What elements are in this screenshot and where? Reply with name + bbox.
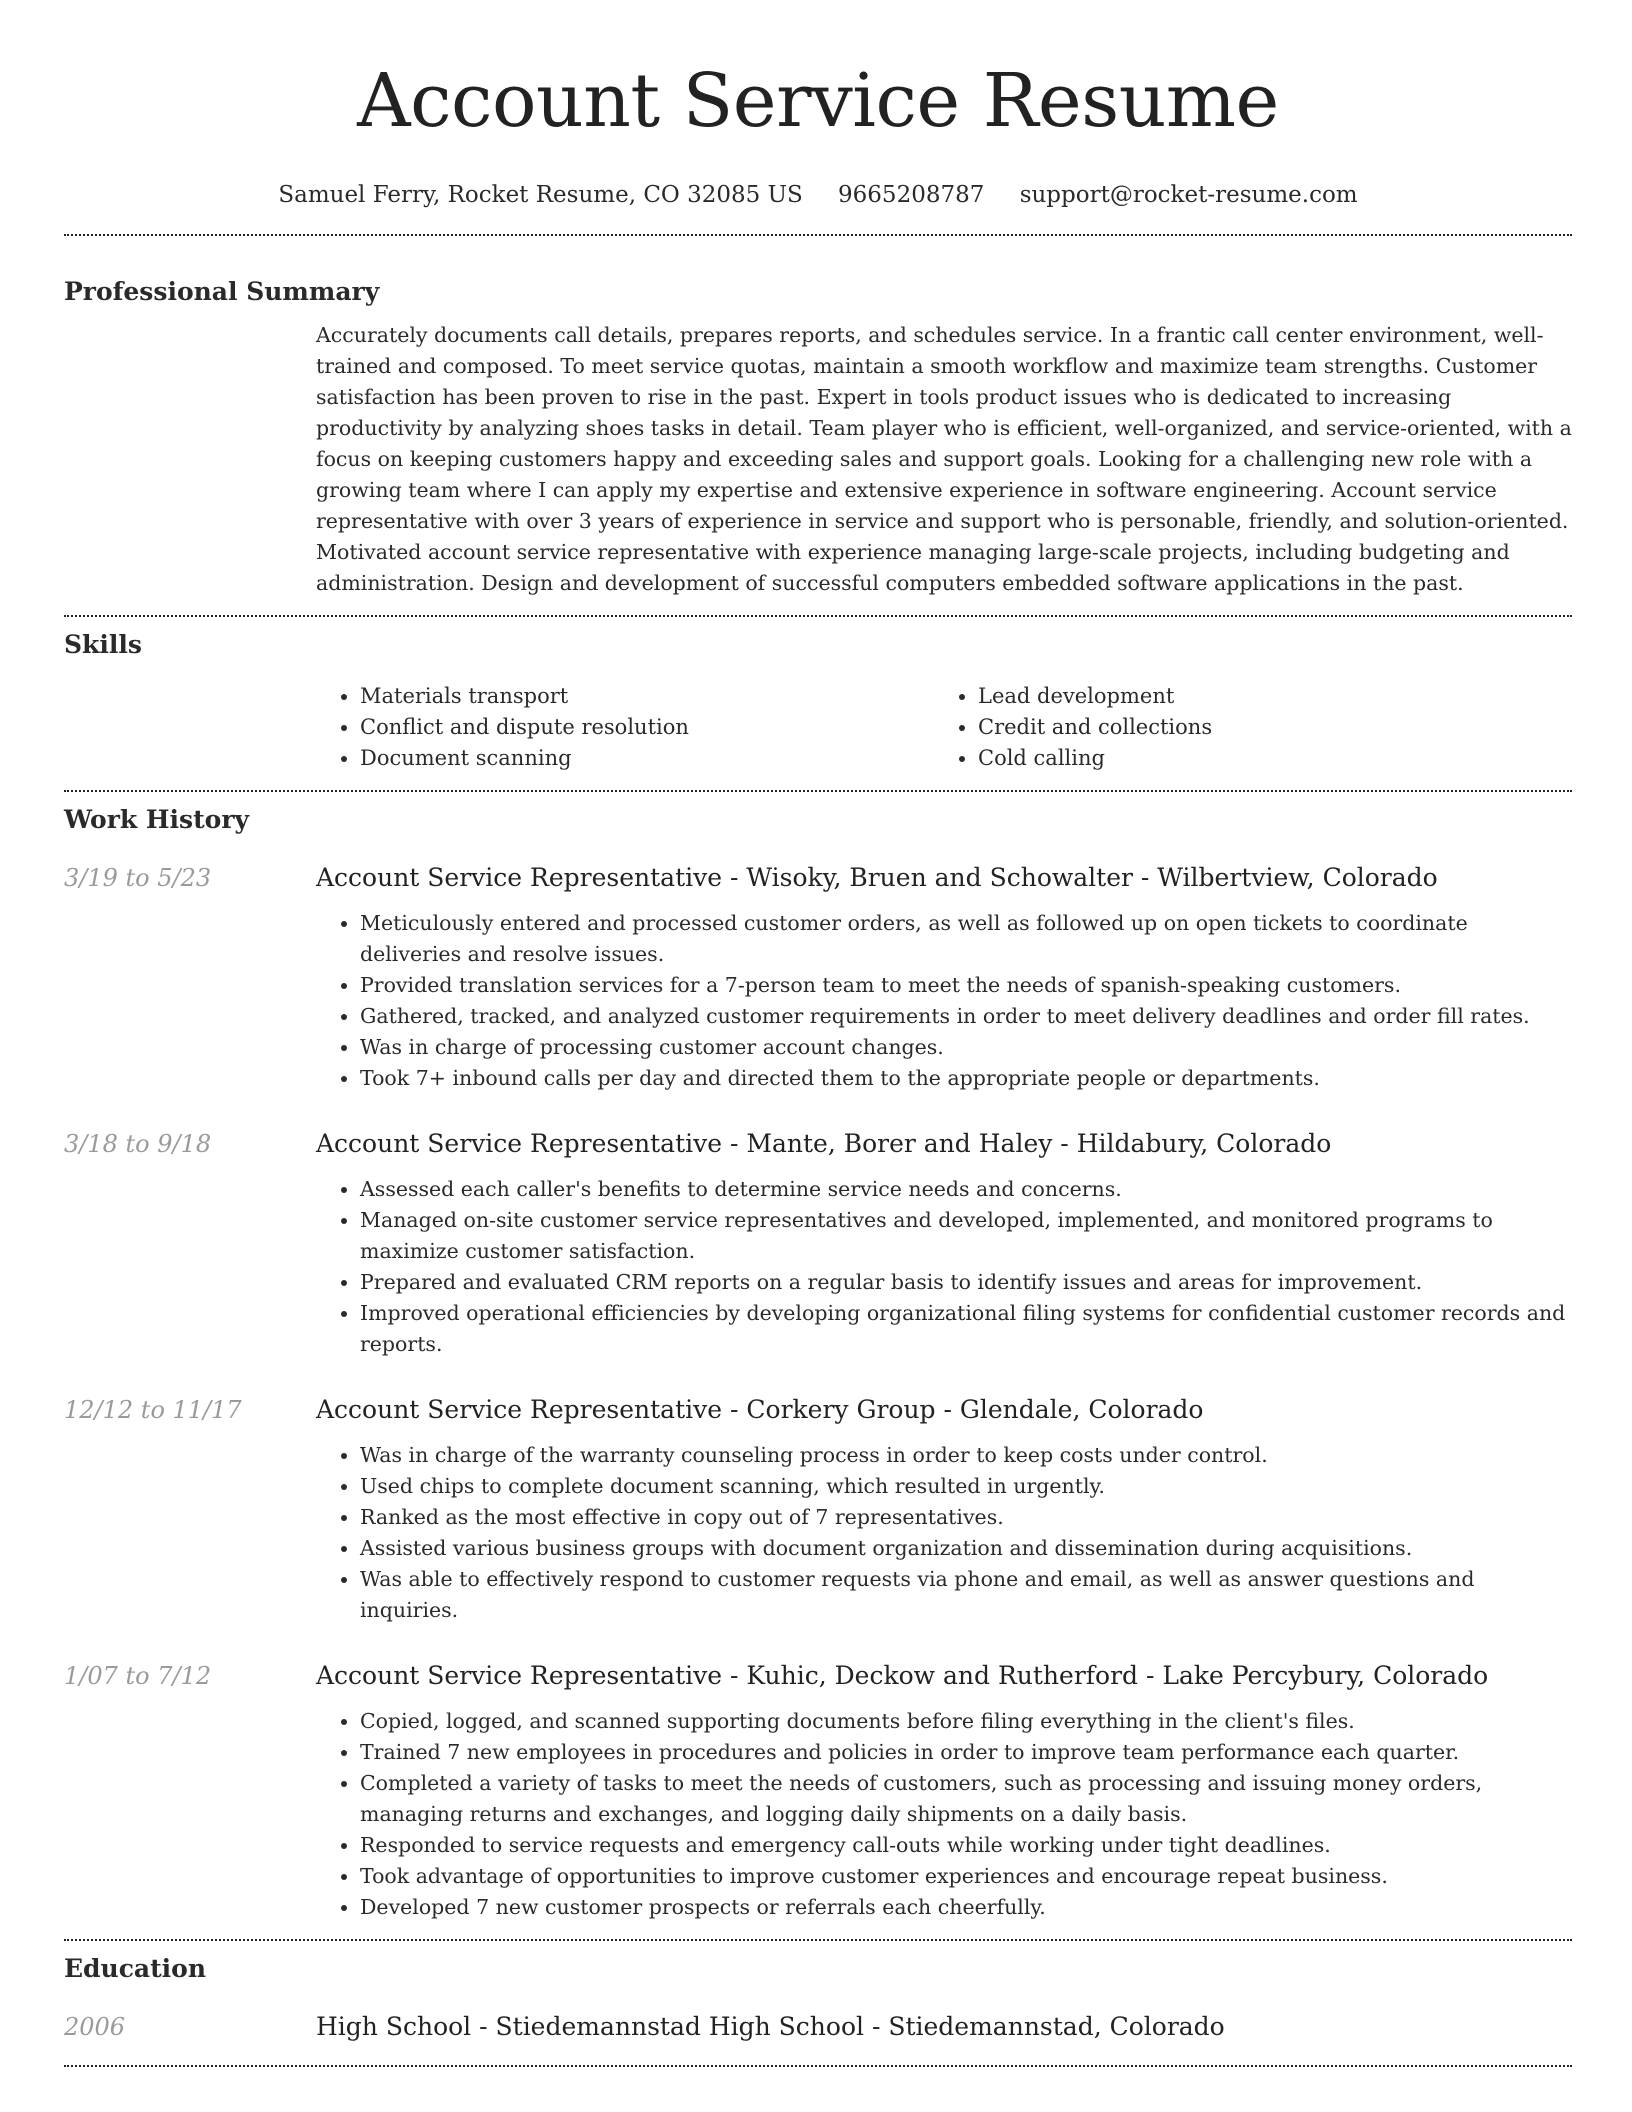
education-date: 2006 bbox=[64, 2013, 126, 2041]
job-bullet: • Was in charge of processing customer account changes. bbox=[360, 1032, 1572, 1063]
contact-email: support@rocket-resume.com bbox=[1019, 182, 1358, 208]
job-bullet: • Managed on-site customer service representatives and developed, implemented, and monitored programs to maximize customer satisfaction. bbox=[360, 1205, 1572, 1267]
job-dates: 1/07 to 7/12 bbox=[64, 1662, 212, 1690]
skills-left-list bbox=[316, 681, 934, 774]
job-bullet: • Meticulously entered and processed customer orders, as well as followed up on open tickets to coordinate deliveries and resolve issues. bbox=[360, 908, 1572, 970]
divider bbox=[64, 1939, 1572, 1941]
skill-item: • Document scanning bbox=[360, 743, 934, 774]
job-dates: 12/12 to 11/17 bbox=[64, 1396, 242, 1424]
job-bullet: • Took 7+ inbound calls per day and directed them to the appropriate people or departments. bbox=[360, 1063, 1572, 1094]
education-section bbox=[64, 1953, 1572, 2043]
job-bullet: • Developed 7 new customer prospects or referrals each cheerfully. bbox=[360, 1892, 1572, 1923]
job-bullet: • Prepared and evaluated CRM reports on a regular basis to identify issues and areas for improvement. bbox=[360, 1267, 1572, 1298]
work-history-section bbox=[64, 804, 1572, 1923]
job-title: Account Service Representative - Mante, Borer and Haley - Hildabury, Colorado bbox=[316, 1129, 1332, 1158]
education-entry bbox=[64, 2011, 1572, 2043]
summary-text: Accurately documents call details, prepares reports, and schedules service. In a frantic call center environment, well-trained and composed. To meet service quotas, maintain a smooth workflow and maximize team strengths. Customer satisfaction has been proven to rise in the past. Expert in tools product issues who is dedicated to increasing productivity by analyzing shoes tasks in detail. Team player who is efficient, well-organized, and service-oriented, with a focus on keeping customers happy and exceeding sales and support goals. Looking for a challenging new role with a growing team where I can apply my expertise and extensive experience in software engineering. Account service representative with over 3 years of experience in service and support who is personable, friendly, and solution-oriented. Motivated account service representative with experience managing large-scale projects, including budgeting and administration. Design and development of successful computers embedded software applications in the past. bbox=[316, 323, 1572, 595]
skill-item: • Conflict and dispute resolution bbox=[360, 712, 934, 743]
job-bullet: • Provided translation services for a 7-person team to meet the needs of spanish-speaking customers. bbox=[360, 970, 1572, 1001]
job-bullet: • Assessed each caller's benefits to determine service needs and concerns. bbox=[360, 1174, 1572, 1205]
job-bullet: • Took advantage of opportunities to improve customer experiences and encourage repeat business. bbox=[360, 1861, 1572, 1892]
job-entry bbox=[64, 1394, 1572, 1626]
job-title: Account Service Representative - Kuhic, Deckow and Rutherford - Lake Percybury, Colorado bbox=[316, 1661, 1489, 1690]
job-bullet: • Assisted various business groups with document organization and dissemination during acquisitions. bbox=[360, 1533, 1572, 1564]
job-dates: 3/19 to 5/23 bbox=[64, 864, 212, 892]
job-bullets bbox=[316, 1706, 1572, 1923]
contact-address: Samuel Ferry, Rocket Resume, CO 32085 US bbox=[278, 182, 803, 208]
job-bullets bbox=[316, 1174, 1572, 1360]
job-title: Account Service Representative - Wisoky, Bruen and Schowalter - Wilbertview, Colorado bbox=[316, 863, 1438, 892]
skills-columns bbox=[316, 681, 1572, 774]
job-bullet: • Responded to service requests and emergency call-outs while working under tight deadlines. bbox=[360, 1830, 1572, 1861]
job-bullets bbox=[316, 908, 1572, 1094]
job-bullet: • Was able to effectively respond to customer requests via phone and email, as well as answer questions and inquiries. bbox=[360, 1564, 1572, 1626]
contact-phone: 9665208787 bbox=[838, 182, 985, 208]
job-bullet: • Gathered, tracked, and analyzed customer requirements in order to meet delivery deadlines and order fill rates. bbox=[360, 1001, 1572, 1032]
job-entry bbox=[64, 1128, 1572, 1360]
skills-heading: Skills bbox=[64, 630, 142, 659]
contact-line bbox=[64, 180, 1572, 210]
job-entry bbox=[64, 862, 1572, 1094]
skill-item: • Credit and collections bbox=[978, 712, 1552, 743]
job-title: Account Service Representative - Corkery Group - Glendale, Colorado bbox=[316, 1395, 1204, 1424]
resume-page bbox=[64, 0, 1572, 2067]
skills-section bbox=[64, 629, 1572, 774]
job-dates: 3/18 to 9/18 bbox=[64, 1130, 212, 1158]
job-bullet: • Was in charge of the warranty counseling process in order to keep costs under control. bbox=[360, 1440, 1572, 1471]
job-bullet: • Ranked as the most effective in copy out of 7 representatives. bbox=[360, 1502, 1572, 1533]
skill-item: • Materials transport bbox=[360, 681, 934, 712]
skills-right-list bbox=[934, 681, 1552, 774]
job-bullet: • Completed a variety of tasks to meet the needs of customers, such as processing and issuing money orders, managing returns and exchanges, and logging daily shipments on a daily basis. bbox=[360, 1768, 1572, 1830]
education-heading: Education bbox=[64, 1954, 207, 1983]
job-bullet: • Trained 7 new employees in procedures and policies in order to improve team performance each quarter. bbox=[360, 1737, 1572, 1768]
divider bbox=[64, 615, 1572, 617]
skill-item: • Cold calling bbox=[978, 743, 1552, 774]
divider bbox=[64, 2065, 1572, 2067]
education-title: High School - Stiedemannstad High School - Stiedemannstad, Colorado bbox=[316, 2012, 1225, 2041]
job-bullet: • Used chips to complete document scanning, which resulted in urgently. bbox=[360, 1471, 1572, 1502]
work-history-heading: Work History bbox=[64, 805, 250, 834]
job-bullets bbox=[316, 1440, 1572, 1626]
divider bbox=[64, 234, 1572, 236]
summary-heading: Professional Summary bbox=[64, 277, 380, 306]
resume-title: Account Service Resume bbox=[357, 58, 1279, 144]
job-bullet: • Improved operational efficiencies by developing organizational filing systems for confidential customer records and reports. bbox=[360, 1298, 1572, 1360]
job-entry bbox=[64, 1660, 1572, 1923]
skill-item: • Lead development bbox=[978, 681, 1552, 712]
summary-section bbox=[64, 276, 1572, 599]
job-bullet: • Copied, logged, and scanned supporting documents before filing everything in the client's files. bbox=[360, 1706, 1572, 1737]
divider bbox=[64, 790, 1572, 792]
